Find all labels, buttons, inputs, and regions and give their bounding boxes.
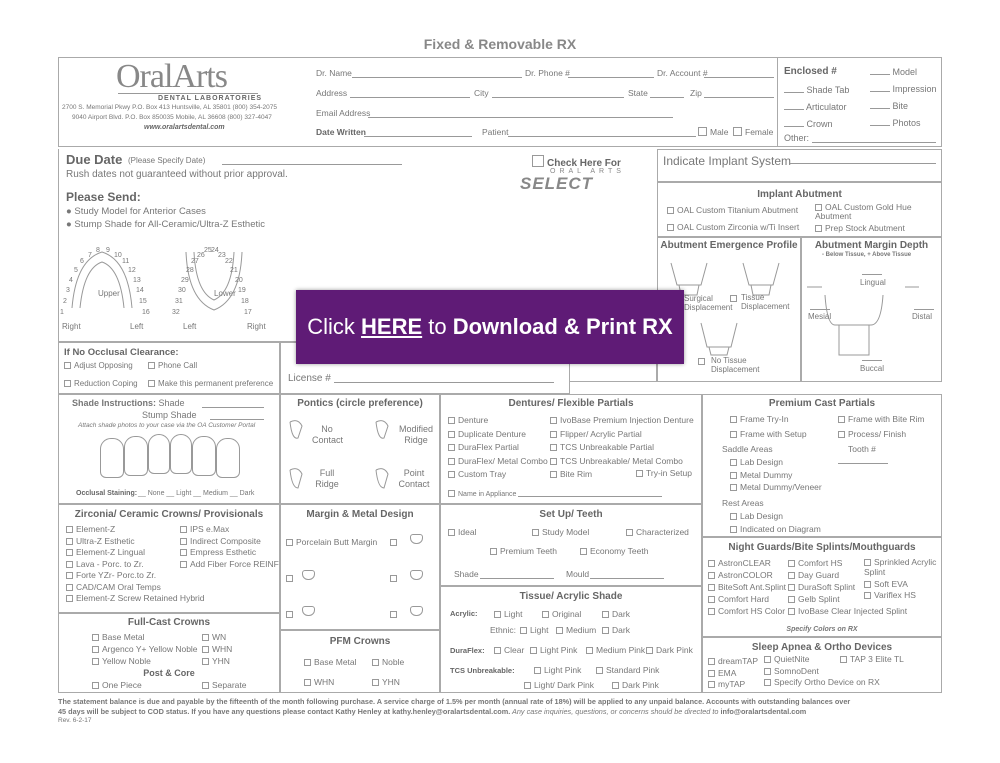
brand-address-2: 9040 Airport Blvd. P.O. Box 850035 Mobile, AL 36608 (800) 327-4047: [72, 114, 272, 121]
setup-study-model[interactable]: Study Model: [532, 527, 589, 537]
tooth-number-9[interactable]: 9: [106, 247, 110, 254]
tissue-tcs-light-dark-pink[interactable]: Light/ Dark Pink: [524, 680, 594, 690]
margin-depth-subtitle: - Below Tissue, + Above Tissue: [822, 252, 912, 258]
enclosed-other-field[interactable]: [812, 142, 936, 143]
premium-frame-setup[interactable]: Frame with Setup: [730, 429, 807, 439]
cta-to-text: to: [422, 314, 453, 339]
shade-title: Shade Instructions: Shade: [72, 398, 185, 408]
porcelain-butt-margin[interactable]: Porcelain Butt Margin: [286, 537, 377, 547]
emergence-tissue[interactable]: [730, 294, 740, 303]
ng-day-guard[interactable]: Day Guard: [788, 569, 907, 581]
tissue-duraflex-dark-pink[interactable]: Dark Pink: [646, 645, 693, 655]
dentures-bite-rim[interactable]: Bite Rim: [550, 468, 694, 482]
tooth-number-3[interactable]: 3: [66, 287, 70, 294]
sleep-quietnite[interactable]: QuietNite: [764, 654, 880, 666]
license-label: License #: [288, 373, 331, 384]
setup-ideal[interactable]: Ideal: [448, 527, 476, 537]
tooth-number-30[interactable]: 30: [178, 287, 186, 294]
tooth-number-31[interactable]: 31: [175, 298, 183, 305]
tooth-number-1[interactable]: 1: [60, 309, 64, 316]
footer-line-2: 45 days will be subject to COD status. If you have any questions please contact Kathy Henley at kathy.henley@oralartsdental.com. Any case inquiries, questions, or concerns should be directed to info@oralartsdental.com: [58, 707, 807, 716]
tissue-tcs-standard-pink[interactable]: Standard Pink: [596, 665, 659, 675]
zirconia-element-z-lingual[interactable]: Element-Z Lingual: [66, 547, 205, 559]
sleep-ema[interactable]: EMA: [708, 668, 758, 680]
select-checkbox[interactable]: Check Here For: [532, 155, 621, 169]
tooth-number-8[interactable]: 8: [96, 247, 100, 254]
night-guards-col1: [708, 557, 786, 617]
tooth-number-32[interactable]: 32: [172, 309, 180, 316]
sleep-dreamtap[interactable]: dreamTAP: [708, 656, 758, 668]
download-print-button[interactable]: [296, 290, 684, 364]
cta-download-text: Download & Print RX: [452, 314, 673, 339]
sleep-mytap[interactable]: myTAP: [708, 679, 758, 691]
tooth-number-29[interactable]: 29: [181, 277, 189, 284]
tooth-number-2[interactable]: 2: [63, 298, 67, 305]
address-field[interactable]: [350, 97, 470, 98]
sleep-title: Sleep Apnea & Ortho Devices: [751, 642, 893, 653]
premium-frame-try-in[interactable]: Frame Try-In: [730, 414, 789, 424]
margin-distal: Distal: [912, 312, 933, 321]
tooth-number-7[interactable]: 7: [88, 252, 92, 259]
tissue-tcs-dark-pink[interactable]: Dark Pink: [612, 680, 659, 690]
setup-shade-label: Shade: [454, 569, 479, 579]
sleep-col1: [708, 656, 758, 691]
staining-options[interactable]: __ None __ Light __ Medium __ Dark: [138, 490, 255, 497]
brand-subtitle: DENTAL LABORATORIES: [158, 95, 263, 102]
ng-comfort-hs[interactable]: Comfort HS: [788, 557, 907, 569]
margin-option-3[interactable]: [390, 573, 400, 583]
brand-logo: OralArts: [116, 58, 227, 95]
dentures-flipper[interactable]: Flipper/ Acrylic Partial: [550, 428, 694, 442]
footer-email-link[interactable]: info@oralartsdental.com: [720, 707, 807, 716]
premium-process-finish[interactable]: Process/ Finish: [838, 429, 906, 439]
shade-field[interactable]: [202, 407, 264, 408]
select-logo: SELECT: [520, 174, 594, 193]
due-date-title: Due Date: [66, 152, 123, 167]
dentures-denture[interactable]: Denture: [448, 414, 548, 428]
dr-phone-label: Dr. Phone #: [525, 68, 570, 78]
margin-option-5[interactable]: [390, 609, 400, 619]
setup-economy-teeth[interactable]: Economy Teeth: [580, 546, 648, 556]
lower-right-label: Right: [247, 322, 266, 331]
tooth-number-24[interactable]: 24: [211, 247, 219, 254]
emergence-no-tissue[interactable]: [698, 357, 708, 366]
pfm-title: PFM Crowns: [329, 636, 391, 647]
sleep-somnodent[interactable]: SomnoDent: [764, 666, 880, 678]
dentures-try-in[interactable]: Try-in Setup: [636, 468, 692, 478]
tissue-tcs-light-pink[interactable]: Light Pink: [534, 665, 581, 675]
saddle-areas-label: Saddle Areas: [722, 444, 773, 454]
tissue-tcs-label: TCS Unbreakable:: [450, 666, 515, 675]
zirconia-emax[interactable]: IPS e.Max: [180, 524, 279, 536]
staining-label: Occlusal Staining:: [76, 490, 138, 497]
saddle-metal-dummy[interactable]: Metal Dummy: [730, 469, 822, 482]
lower-left-label: Left: [183, 322, 197, 331]
ng-soft-eva[interactable]: Soft EVA: [864, 579, 908, 589]
margin-metal-title: Margin & Metal Design: [306, 509, 414, 520]
implant-system-field[interactable]: [790, 163, 936, 164]
fullcast-base-metal[interactable]: Base Metal: [92, 632, 145, 642]
address-label: Address: [316, 88, 348, 98]
tooth-number-23[interactable]: 23: [218, 252, 226, 259]
tissue-duraflex-light-pink[interactable]: Light Pink: [530, 645, 577, 655]
dentures-custom-tray[interactable]: Custom Tray: [448, 468, 548, 482]
margin-lingual: Lingual: [860, 278, 886, 287]
zirconia-ultra-z[interactable]: Ultra-Z Esthetic: [66, 536, 205, 548]
tooth-number-18[interactable]: 18: [241, 298, 249, 305]
margin-buccal-field[interactable]: [862, 360, 882, 361]
ng-gelb[interactable]: Gelb Splint: [788, 593, 907, 605]
dentures-duplicate[interactable]: Duplicate Denture: [448, 428, 548, 442]
setup-mould-label: Mould: [566, 569, 590, 579]
date-written-label: Date Written: [316, 127, 366, 137]
state-label: State: [628, 88, 648, 98]
enclosed-impression[interactable]: Impression: [870, 81, 937, 98]
margin-option-4[interactable]: [286, 609, 296, 619]
zirconia-cadcam[interactable]: CAD/CAM Oral Temps: [66, 582, 205, 594]
tooth-number-10[interactable]: 10: [114, 252, 122, 259]
margin-buccal: Buccal: [860, 364, 885, 373]
occlusal-permanent[interactable]: Make this permanent preference: [148, 379, 273, 388]
city-field[interactable]: [492, 97, 624, 98]
setup-title: Set Up/ Teeth: [539, 509, 603, 520]
pfm-yhn[interactable]: YHN: [372, 677, 400, 687]
upper-right-label: Right: [62, 322, 81, 331]
rest-lab-design[interactable]: Lab Design: [730, 510, 821, 523]
city-label: City: [474, 88, 489, 98]
tooth-number-5[interactable]: 5: [74, 267, 78, 274]
abutment-gold-hue[interactable]: OAL Custom Gold Hue Abutment: [815, 202, 912, 221]
night-guards-title: Night Guards/Bite Splints/Mouthguards: [728, 542, 916, 553]
fullcast-whn[interactable]: WHN: [202, 644, 232, 654]
tissue-title: Tissue/ Acrylic Shade: [519, 591, 623, 602]
form-title: Fixed & Removable RX: [423, 36, 577, 52]
margin-option-1[interactable]: [390, 537, 400, 547]
occlusal-phone[interactable]: Phone Call: [148, 361, 197, 370]
zirconia-empress[interactable]: Empress Esthetic: [180, 547, 279, 559]
dentures-title: Dentures/ Flexible Partials: [508, 398, 634, 409]
fullcast-argenco[interactable]: Argenco Y+ Yellow Noble: [92, 644, 198, 654]
setup-shade-field[interactable]: [480, 578, 554, 579]
cta-here-link[interactable]: HERE: [361, 314, 423, 339]
brand-website: www.oralartsdental.com: [144, 124, 225, 131]
please-send-study-model[interactable]: ● Study Model for Anterior Cases: [66, 206, 206, 217]
pfm-noble[interactable]: Noble: [372, 657, 404, 667]
due-date-hint: (Please Specify Date): [128, 156, 206, 165]
zip-field[interactable]: [704, 97, 774, 98]
ng-variflex[interactable]: Variflex HS: [864, 590, 916, 600]
ng-astronclear[interactable]: AstronCLEAR: [708, 557, 786, 569]
ng-note: Specify Colors on RX: [786, 626, 858, 633]
footer-line-1: The statement balance is due and payable by the fifteenth of the month following purchase. A service charge of 1.5% per month (annual rate of 18%) will be applied to any unpaid balance. Accounts with outstanding balances over: [58, 697, 851, 706]
enclosed-articulator[interactable]: Articulator: [784, 99, 849, 116]
stump-shade-field[interactable]: [210, 419, 264, 420]
margin-mesial: Mesial: [808, 312, 832, 321]
tissue-duraflex-label: DuraFlex:: [450, 646, 485, 655]
zirconia-right-list: [180, 524, 279, 570]
please-send-title: Please Send:: [66, 190, 141, 204]
implant-system-label: Indicate Implant System: [663, 154, 792, 168]
pontic-no-contact[interactable]: No Contact: [312, 424, 344, 445]
pfm-whn[interactable]: WHN: [304, 677, 334, 687]
tissue-ethnic-light[interactable]: Light: [520, 625, 548, 635]
saddle-metal-veneer[interactable]: Metal Dummy/Veneer: [730, 481, 822, 494]
fullcast-wn[interactable]: WN: [202, 632, 226, 642]
fullcast-yhn[interactable]: YHN: [202, 656, 230, 666]
occlusal-adjust[interactable]: Adjust Opposing: [64, 361, 133, 370]
zirconia-fiber-force[interactable]: Add Fiber Force REINF: [180, 559, 279, 571]
tooth-number-16[interactable]: 16: [142, 309, 150, 316]
dr-name-field[interactable]: [352, 77, 522, 78]
due-date-note: Rush dates not guaranteed without prior approval.: [66, 169, 288, 180]
enclosed-title: Enclosed #: [784, 66, 837, 77]
enclosed-model[interactable]: Model: [870, 64, 937, 81]
pontic-point-contact[interactable]: Point Contact: [398, 468, 430, 489]
upper-left-label: Left: [130, 322, 144, 331]
post-separate[interactable]: Separate: [202, 680, 247, 690]
pontic-modified-ridge[interactable]: Modified Ridge: [398, 424, 434, 445]
sleep-ortho[interactable]: Specify Ortho Device on RX: [764, 677, 880, 689]
tooth-number-19[interactable]: 19: [238, 287, 246, 294]
tooth-number-26[interactable]: 26: [197, 252, 205, 259]
enclosed-other-label: Other:: [784, 133, 810, 143]
margin-mesial-field[interactable]: [810, 309, 830, 310]
zirconia-lava[interactable]: Lava - Porc. to Zr.: [66, 559, 205, 571]
tissue-section: [440, 586, 702, 693]
tooth-number-17[interactable]: 17: [244, 309, 252, 316]
male-option[interactable]: Male: [698, 127, 728, 137]
emergence-profile-title: Abutment Emergence Profile: [660, 240, 798, 251]
tissue-ethnic-label: Ethnic:: [490, 625, 516, 635]
rest-list: [730, 510, 821, 535]
fullcast-yellow-noble[interactable]: Yellow Noble: [92, 656, 151, 666]
tooth-number-11[interactable]: 11: [122, 258, 130, 265]
setup-premium-teeth[interactable]: Premium Teeth: [490, 546, 557, 556]
zirconia-screw-hybrid[interactable]: Element-Z Screw Retained Hybrid: [66, 593, 205, 605]
enclosed-left-list: [784, 82, 849, 133]
occlusal-title: If No Occlusal Clearance:: [64, 347, 179, 358]
tooth-number-28[interactable]: 28: [186, 267, 194, 274]
margin-lingual-field[interactable]: [862, 274, 882, 275]
lower-label: Lower: [214, 289, 236, 298]
license-field[interactable]: [334, 382, 554, 383]
post-one-piece[interactable]: One Piece: [92, 680, 142, 690]
tissue-ethnic-dark[interactable]: Dark: [602, 625, 630, 635]
tooth-number-20[interactable]: 20: [235, 277, 243, 284]
ng-astroncolor[interactable]: AstronCOLOR: [708, 569, 786, 581]
select-sub: ORAL ARTS: [550, 168, 625, 175]
appliance-name[interactable]: Name in Appliance: [448, 490, 516, 498]
occlusal-reduction[interactable]: Reduction Coping: [64, 379, 138, 388]
dr-account-field[interactable]: [704, 77, 774, 78]
stump-shade-label: Stump Shade: [142, 410, 197, 420]
premium-title: Premium Cast Partials: [768, 398, 876, 409]
margin-distal-field[interactable]: [914, 309, 934, 310]
tissue-acrylic-dark[interactable]: Dark: [602, 609, 630, 619]
zip-label: Zip: [690, 88, 702, 98]
emergence-tissue-label: Tissue Displacement: [741, 293, 790, 311]
email-field[interactable]: [368, 117, 673, 118]
tissue-duraflex-clear[interactable]: Clear: [494, 645, 524, 655]
dentures-duraflex-partial[interactable]: DuraFlex Partial: [448, 441, 548, 455]
zirconia-element-z[interactable]: Element-Z: [66, 524, 205, 536]
tissue-ethnic-medium[interactable]: Medium: [556, 625, 596, 635]
email-label: Email Address: [316, 108, 371, 118]
emergence-no-tissue-label: No Tissue Displacement: [711, 356, 760, 374]
tooth-number-22[interactable]: 22: [225, 258, 233, 265]
tooth-number-12[interactable]: 12: [128, 267, 136, 274]
female-option[interactable]: Female: [733, 127, 773, 137]
ng-comfort-hard[interactable]: Comfort Hard: [708, 593, 786, 605]
ng-comfort-hs-color[interactable]: Comfort HS Color: [708, 605, 786, 617]
pontics-title: Pontics (circle preference): [297, 398, 423, 409]
tooth-number-6[interactable]: 6: [80, 258, 84, 265]
ng-sprinkled[interactable]: Sprinkled Acrylic Splint: [864, 557, 937, 577]
premium-frame-bite-rim[interactable]: Frame with Bite Rim: [838, 414, 925, 424]
rest-areas-label: Rest Areas: [722, 498, 764, 508]
ng-durasoft[interactable]: DuraSoft Splint: [788, 581, 907, 593]
pontic-full-ridge[interactable]: Full Ridge: [315, 468, 339, 489]
tissue-acrylic-light[interactable]: Light: [494, 609, 522, 619]
margin-depth-title: Abutment Margin Depth: [814, 240, 929, 251]
enclosed-shade-tab[interactable]: Shade Tab: [784, 82, 849, 99]
tooth-number-27[interactable]: 27: [191, 258, 199, 265]
brand-address-1: 2700 S. Memorial Pkwy P.O. Box 413 Huntsville, AL 35801 (800) 354-2075: [62, 104, 277, 111]
abutment-zirconia[interactable]: OAL Custom Zirconia w/Ti Insert: [667, 222, 799, 232]
footer-revision: Rev. 6-2-17: [58, 717, 92, 724]
patient-field[interactable]: [508, 136, 696, 137]
shade-note: Attach shade photos to your case via the OA Customer Portal: [78, 422, 256, 429]
cta-click-text: Click: [307, 314, 362, 339]
dr-phone-field[interactable]: [568, 77, 654, 78]
tooth-number-21[interactable]: 21: [230, 267, 238, 274]
fullcast-title: Full-Cast Crowns: [127, 617, 211, 628]
tooth-number-13[interactable]: 13: [133, 277, 141, 284]
upper-label: Upper: [98, 289, 120, 298]
sleep-tap3[interactable]: TAP 3 Elite TL: [840, 654, 904, 664]
setup-mould-field[interactable]: [590, 578, 664, 579]
saddle-lab-design[interactable]: Lab Design: [730, 456, 822, 469]
tooth-number-14[interactable]: 14: [136, 287, 144, 294]
zirconia-forte[interactable]: Forte YZr- Porc.to Zr.: [66, 570, 205, 582]
tooth-number-label: Tooth #: [848, 444, 876, 454]
zirconia-indirect[interactable]: Indirect Composite: [180, 536, 279, 548]
post-core-title: Post & Core: [143, 668, 195, 678]
state-field[interactable]: [650, 97, 684, 98]
saddle-list: [730, 456, 822, 494]
abutment-titanium[interactable]: OAL Custom Titanium Abutment: [667, 205, 798, 215]
dentures-duraflex-metal[interactable]: DuraFlex/ Metal Combo: [448, 455, 548, 469]
tissue-acrylic-label: Acrylic:: [450, 609, 478, 618]
emergence-surgical[interactable]: Surgical Displacement: [684, 294, 733, 312]
tissue-duraflex-medium-pink[interactable]: Medium Pink: [586, 645, 645, 655]
dentures-tcs-partial[interactable]: TCS Unbreakable Partial: [550, 441, 694, 455]
date-written-field[interactable]: [364, 136, 472, 137]
dr-account-label: Dr. Account #: [657, 68, 708, 78]
tooth-number-4[interactable]: 4: [69, 277, 73, 284]
margin-option-2[interactable]: [286, 573, 296, 583]
enclosed-right-list: [870, 64, 937, 132]
implant-abutment-title: Implant Abutment: [757, 189, 842, 200]
pfm-base-metal[interactable]: Base Metal: [304, 657, 357, 667]
enclosed-bite[interactable]: Bite: [870, 98, 937, 115]
appliance-name-field[interactable]: [518, 496, 662, 497]
enclosed-crown[interactable]: Crown: [784, 116, 849, 133]
abutment-prep-stock[interactable]: Prep Stock Abutment: [815, 223, 905, 233]
enclosed-photos[interactable]: Photos: [870, 115, 937, 132]
patient-label: Patient: [482, 127, 509, 137]
rest-indicated[interactable]: Indicated on Diagram: [730, 523, 821, 536]
dr-name-label: Dr. Name: [316, 68, 352, 78]
ng-bitesoft[interactable]: BiteSoft Ant.Splint: [708, 581, 786, 593]
dentures-ivobase[interactable]: IvoBase Premium Injection Denture: [550, 414, 694, 428]
tooth-number-25[interactable]: 25: [204, 247, 212, 254]
dentures-left-list: [448, 414, 548, 482]
dentures-tcs-metal[interactable]: TCS Unbreakable/ Metal Combo: [550, 455, 694, 469]
ng-ivobase-clear[interactable]: IvoBase Clear Injected Splint: [788, 605, 907, 617]
tooth-number-field[interactable]: [838, 463, 888, 464]
please-send-stump-shade[interactable]: ● Stump Shade for All-Ceramic/Ultra-Z Esthetic: [66, 219, 265, 230]
zirconia-title: Zirconia/ Ceramic Crowns/ Provisionals: [74, 509, 264, 520]
tooth-number-15[interactable]: 15: [139, 298, 147, 305]
setup-characterized[interactable]: Characterized: [626, 527, 689, 537]
tissue-acrylic-original[interactable]: Original: [542, 609, 581, 619]
